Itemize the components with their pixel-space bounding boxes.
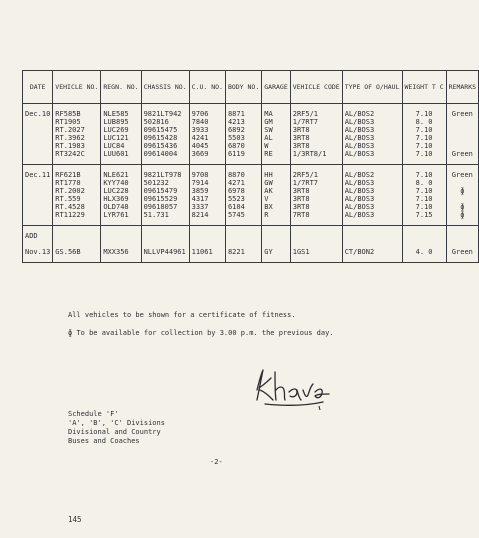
cell-value: SW	[264, 126, 273, 134]
cell-value: RF585B	[55, 110, 81, 118]
spacer	[345, 232, 400, 240]
cell-value: 5523	[227, 195, 245, 203]
data-cell	[446, 226, 478, 263]
spacer	[144, 232, 187, 240]
cell-value: RT1905	[55, 118, 81, 126]
cell-value: AL/BOS3	[344, 195, 375, 203]
data-cell	[141, 226, 189, 263]
cell-value: LUC228	[103, 187, 129, 195]
cell-value: 4045	[191, 142, 209, 150]
cell-value: RT.3962	[55, 134, 85, 142]
data-cell	[101, 165, 141, 226]
footer-line: 'A', 'B', 'C' Divisions	[68, 419, 165, 427]
table-row	[23, 165, 479, 226]
column-header: REGN. NO.	[101, 71, 141, 104]
document-number: 145	[68, 515, 82, 524]
data-cell	[189, 226, 225, 263]
date-line: ADD	[25, 232, 38, 240]
data-cell	[402, 165, 446, 226]
cell-value: BX	[264, 203, 273, 211]
spacer	[264, 232, 287, 240]
cell-value: LUC269	[103, 126, 129, 134]
cell-value: 5745	[227, 211, 245, 219]
cell-value: RT.1983	[55, 142, 85, 150]
cell-value: GY	[264, 248, 273, 256]
column-header: DATE	[23, 71, 53, 104]
cell-value: W	[264, 142, 269, 150]
cell-value: MXX356	[103, 248, 129, 256]
data-cell	[290, 226, 342, 263]
cell-value: AL/BOS3	[344, 211, 375, 219]
cell-value: RE	[264, 150, 273, 158]
cell-value: Green	[451, 110, 473, 118]
cell-value: 3RT8	[292, 134, 310, 142]
cell-value: 09615475	[143, 126, 178, 134]
spacer	[405, 240, 444, 248]
column-header: CHASSIS NO.	[141, 71, 189, 104]
cell-value: 1/7RT7	[292, 179, 319, 187]
cell-value: 9821LT942	[143, 110, 182, 118]
data-cell	[141, 104, 189, 165]
spacer	[449, 232, 476, 240]
data-cell	[189, 104, 225, 165]
page-number: -2-	[210, 458, 223, 466]
cell-value: 3859	[191, 187, 209, 195]
cell-value: 4271	[227, 179, 245, 187]
cell-value: HLX369	[103, 195, 129, 203]
data-cell	[342, 104, 402, 165]
cell-value: 7.10	[415, 134, 433, 142]
spacer	[55, 240, 98, 248]
cell-value: 3337	[191, 203, 209, 211]
footer-line: Buses and Coaches	[68, 437, 140, 445]
cell-value: AL/BOS2	[344, 171, 375, 179]
cell-value: LUB895	[103, 118, 129, 126]
data-cell	[53, 104, 101, 165]
cell-value: 7.10	[415, 203, 433, 211]
data-cell	[290, 165, 342, 226]
cell-value: RT.2027	[55, 126, 85, 134]
cell-value: 8870	[227, 171, 245, 179]
cell-value: V	[264, 195, 269, 203]
cell-value: LUU601	[103, 150, 129, 158]
cell-value	[449, 142, 476, 150]
cell-value: 4213	[227, 118, 245, 126]
cell-value: 3RT8	[292, 142, 310, 150]
cell-value: RF621B	[55, 171, 81, 179]
schedule-footer	[68, 410, 165, 446]
cell-value: OLD748	[103, 203, 129, 211]
spacer	[192, 232, 223, 240]
cell-value: ɸ	[460, 203, 465, 211]
cell-value: 3RT8	[292, 187, 310, 195]
table-row	[23, 104, 479, 165]
collection-note: ɸ To be available for collection by 3.00 p.m. the previous day.	[68, 329, 334, 337]
cell-value: 8871	[227, 110, 245, 118]
handwritten-signature	[245, 360, 345, 415]
cell-value: Green	[451, 248, 473, 256]
cell-value: 3669	[191, 150, 209, 158]
column-header: TYPE OF O/HAUL	[342, 71, 402, 104]
cell-value: AL/BOS3	[344, 118, 375, 126]
cell-value: MA	[264, 110, 273, 118]
date-line: Nov.13	[25, 248, 51, 256]
cell-value: AL/BOS3	[344, 126, 375, 134]
date-line: Dec.11	[25, 171, 51, 179]
spacer	[103, 240, 138, 248]
cell-value: 1GS1	[292, 248, 310, 256]
cell-value: 51.731	[143, 211, 169, 219]
date-line	[25, 240, 50, 248]
cell-value: ɸ	[460, 187, 465, 195]
cell-value	[449, 126, 476, 134]
cell-value: NLLVP44961	[143, 248, 186, 256]
cell-value: AL/BOS3	[344, 134, 375, 142]
spacer	[192, 240, 223, 248]
cell-value: RT.2002	[55, 187, 85, 195]
cell-value: 6104	[227, 203, 245, 211]
spacer	[103, 232, 138, 240]
cell-value: 11061	[191, 248, 213, 256]
cell-value: 9706	[191, 110, 209, 118]
cell-value: AK	[264, 187, 273, 195]
cell-value: ɸ	[460, 211, 465, 219]
cell-value: 8. 0	[415, 118, 433, 126]
cell-value: AL	[264, 134, 273, 142]
cell-value	[449, 179, 476, 187]
cell-value: 09614004	[143, 150, 178, 158]
spacer	[293, 232, 340, 240]
cell-value: LUC121	[103, 134, 129, 142]
data-cell	[402, 104, 446, 165]
cell-value: 7.15	[415, 211, 433, 219]
cell-value: 7914	[191, 179, 209, 187]
cell-value: 6892	[227, 126, 245, 134]
cell-value	[449, 195, 476, 203]
data-cell	[101, 226, 141, 263]
cell-value: RT3242C	[55, 150, 85, 158]
data-cell	[446, 165, 478, 226]
cell-value: 502816	[143, 118, 169, 126]
cell-value: LYR761	[103, 211, 129, 219]
spacer	[405, 232, 444, 240]
cell-value: KYY740	[103, 179, 129, 187]
data-cell	[402, 226, 446, 263]
cell-value: NLE621	[103, 171, 129, 179]
cell-value: 2RF5/1	[292, 171, 319, 179]
cell-value: 7RT8	[292, 211, 310, 219]
column-header: VEHICLE CODE	[290, 71, 342, 104]
footer-line: Schedule 'F'	[68, 410, 119, 418]
cell-value: 7840	[191, 118, 209, 126]
footer-line: Divisional and Country	[68, 428, 161, 436]
cell-value: AL/BOS3	[344, 150, 375, 158]
date-cell	[23, 165, 53, 226]
cell-value: 3RT8	[292, 195, 310, 203]
column-header: REMARKS	[446, 71, 478, 104]
cell-value: GM	[264, 118, 273, 126]
cell-value: 7.10	[415, 126, 433, 134]
cell-value: 1/7RT7	[292, 118, 319, 126]
cell-value: R	[264, 211, 269, 219]
cell-value: 4. 0	[415, 248, 433, 256]
cell-value: 09615436	[143, 142, 178, 150]
data-cell	[446, 104, 478, 165]
data-cell	[262, 165, 290, 226]
cell-value: GW	[264, 179, 273, 187]
cell-value: 3933	[191, 126, 209, 134]
cell-value: AL/BOS3	[344, 179, 375, 187]
cell-value: 8214	[191, 211, 209, 219]
cell-value: HH	[264, 171, 273, 179]
cell-value: 09618057	[143, 203, 178, 211]
cell-value: RT11229	[55, 211, 85, 219]
data-cell	[101, 104, 141, 165]
data-cell	[262, 226, 290, 263]
cell-value	[449, 134, 476, 142]
cell-value: GS.56B	[55, 248, 81, 256]
cell-value: 3RT8	[292, 203, 310, 211]
cell-value: 3RT8	[292, 126, 310, 134]
data-cell	[53, 165, 101, 226]
date-cell	[23, 104, 53, 165]
cell-value: RT.559	[55, 195, 81, 203]
cell-value: 09615529	[143, 195, 178, 203]
cell-value: 7.10	[415, 142, 433, 150]
cell-value: 501232	[143, 179, 169, 187]
cell-value: RT1770	[55, 179, 81, 187]
cell-value: 4317	[191, 195, 209, 203]
spacer	[264, 240, 287, 248]
cell-value: 2RF5/1	[292, 110, 319, 118]
data-cell	[262, 104, 290, 165]
data-cell	[189, 165, 225, 226]
cell-value: 8221	[227, 248, 245, 256]
data-cell	[225, 226, 261, 263]
column-header: WEIGHT T C	[402, 71, 446, 104]
spacer	[144, 240, 187, 248]
cell-value: 7.10	[415, 187, 433, 195]
data-cell	[342, 165, 402, 226]
spacer	[228, 232, 259, 240]
cell-value: 9708	[191, 171, 209, 179]
cell-value: 7.10	[415, 195, 433, 203]
cell-value: 7.10	[415, 171, 433, 179]
spacer	[293, 240, 340, 248]
data-cell	[342, 226, 402, 263]
cell-value: 6978	[227, 187, 245, 195]
cell-value: 4241	[191, 134, 209, 142]
cell-value: AL/BOS3	[344, 203, 375, 211]
cell-value: LUC84	[103, 142, 125, 150]
table-row	[23, 226, 479, 263]
cell-value: 6870	[227, 142, 245, 150]
spacer	[55, 232, 98, 240]
spacer	[345, 240, 400, 248]
cell-value: 6119	[227, 150, 245, 158]
cell-value: 09615479	[143, 187, 178, 195]
vehicle-schedule-table	[22, 70, 479, 263]
cell-value: 09615428	[143, 134, 178, 142]
column-header: VEHICLE NO.	[53, 71, 101, 104]
cell-value: AL/BOS3	[344, 187, 375, 195]
fitness-note: All vehicles to be shown for a certificate of fitness.	[68, 311, 296, 319]
column-header: GARAGE	[262, 71, 290, 104]
data-cell	[225, 165, 261, 226]
data-cell	[225, 104, 261, 165]
cell-value: RT.4528	[55, 203, 85, 211]
cell-value: Green	[451, 150, 473, 158]
table-header-row	[23, 71, 479, 104]
cell-value: 1/3RT8/1	[292, 150, 327, 158]
data-cell	[53, 226, 101, 263]
date-cell	[23, 226, 53, 263]
cell-value: 5503	[227, 134, 245, 142]
cell-value: 7.10	[415, 110, 433, 118]
spacer	[449, 240, 476, 248]
cell-value: 8. 0	[415, 179, 433, 187]
data-cell	[290, 104, 342, 165]
column-header: BODY NO.	[225, 71, 261, 104]
data-cell	[141, 165, 189, 226]
cell-value: AL/BOS2	[344, 110, 375, 118]
spacer	[228, 240, 259, 248]
cell-value: CT/BON2	[344, 248, 375, 256]
cell-value: AL/BOS3	[344, 142, 375, 150]
cell-value	[449, 118, 476, 126]
cell-value: 9821LT978	[143, 171, 182, 179]
cell-value: 7.10	[415, 150, 433, 158]
column-header: C.U. NO.	[189, 71, 225, 104]
cell-value: Green	[451, 171, 473, 179]
date-line: Dec.10	[25, 110, 51, 118]
cell-value: NLE585	[103, 110, 129, 118]
